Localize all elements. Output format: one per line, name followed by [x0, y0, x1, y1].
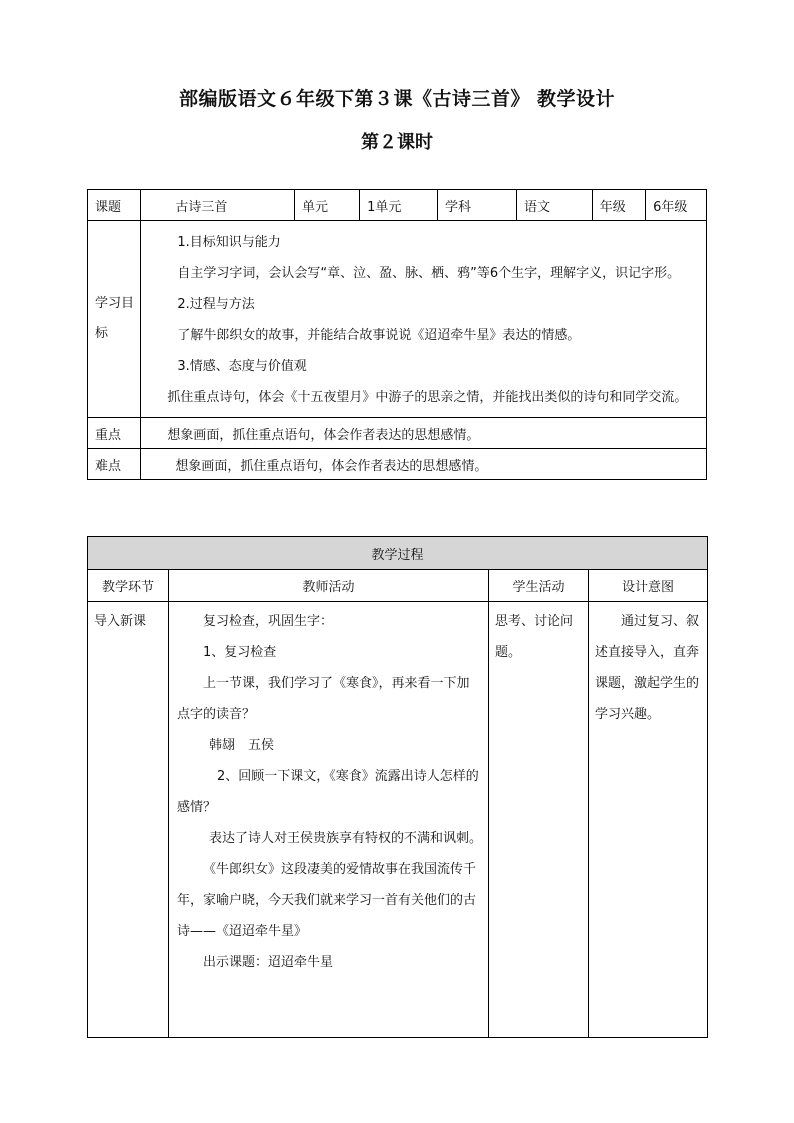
- objective-heading: 3.情感、态度与价值观: [177, 359, 307, 374]
- table-row: [88, 602, 708, 1038]
- objectives-row: [88, 221, 707, 418]
- key-value: 想象画面，抓住重点语句，体会作者表达的思想感情。: [141, 418, 707, 449]
- key-label: 重点: [88, 418, 141, 449]
- document-title: 部编版语文６年级下第３课《古诗三首》 教学设计: [178, 88, 616, 110]
- lesson-info-table: [87, 189, 707, 480]
- col-stage: 教学环节: [88, 570, 169, 602]
- difficulty-value: 想象画面，抓住重点语句，体会作者表达的思想感情。: [141, 449, 707, 480]
- unit-label: 单元: [295, 190, 360, 221]
- grade-label: 年级: [592, 190, 645, 221]
- teacher-line: 出示课题：迢迢牵牛星: [203, 955, 334, 970]
- lesson-period: 第２课时: [361, 132, 433, 153]
- teacher-line: 复习检查，巩固生字：: [203, 614, 334, 629]
- topic-label: 课题: [88, 190, 141, 221]
- teacher-line: 1、复习检查: [203, 645, 277, 660]
- objectives-cell: [141, 221, 707, 418]
- teacher-line: 《牛郎织女》这段凄美的爱情故事在我国流传千年，家喻户晓，今天我们就来学习一首有关他们的古诗——《迢迢牵牛星》: [177, 862, 477, 939]
- process-heading: 教学过程: [88, 537, 708, 570]
- teacher-line: 2、回顾一下课文，《寒食》流露出诗人怎样的感情？: [177, 769, 479, 815]
- teaching-process-table: [87, 536, 708, 1038]
- subject-label: 学科: [438, 190, 517, 221]
- grade-value: 6年级: [646, 190, 707, 221]
- objective-text: 抓住重点诗句，体会《十五夜望月》中游子的思亲之情，并能找出类似的诗句和同学交流。: [167, 390, 688, 405]
- subject-value: 语文: [517, 190, 593, 221]
- difficulty-row: [88, 449, 707, 480]
- objective-text: 了解牛郎织女的故事，并能结合故事说说《迢迢牵牛星》表达的情感。: [177, 328, 581, 343]
- objective-heading: 1.目标知识与能力: [177, 235, 281, 250]
- teacher-line: 上一节课，我们学习了《寒食》，再来看一下加点字的读音？: [177, 676, 470, 722]
- process-header-row: [88, 570, 708, 602]
- teacher-line: 表达了诗人对王侯贵族享有特权的不满和讽刺。: [209, 831, 483, 846]
- objectives-label: 学习目标: [88, 221, 141, 418]
- col-teacher: 教师活动: [169, 570, 489, 602]
- stage-cell: 导入新课: [88, 602, 169, 1038]
- intent-cell: 通过复习、叙述直接导入，直奔课题，激起学生的学习兴趣。: [589, 602, 708, 1038]
- info-row: [88, 190, 707, 221]
- teacher-activity-cell: [169, 602, 489, 1038]
- objective-heading: 2.过程与方法: [177, 297, 255, 312]
- teacher-line: 韩翃 五侯: [209, 738, 275, 753]
- unit-value: 1单元: [360, 190, 438, 221]
- student-activity-cell: 思考、讨论问题。: [489, 602, 589, 1038]
- col-student: 学生活动: [489, 570, 589, 602]
- difficulty-label: 难点: [88, 449, 141, 480]
- process-heading-row: [88, 537, 708, 570]
- col-intent: 设计意图: [589, 570, 708, 602]
- key-row: [88, 418, 707, 449]
- topic-value: 古诗三首: [141, 190, 295, 221]
- objective-text: 自主学习字词，会认会写“章、泣、盈、脉、栖、鸦”等6个生字，理解字义，识记字形。: [177, 266, 681, 281]
